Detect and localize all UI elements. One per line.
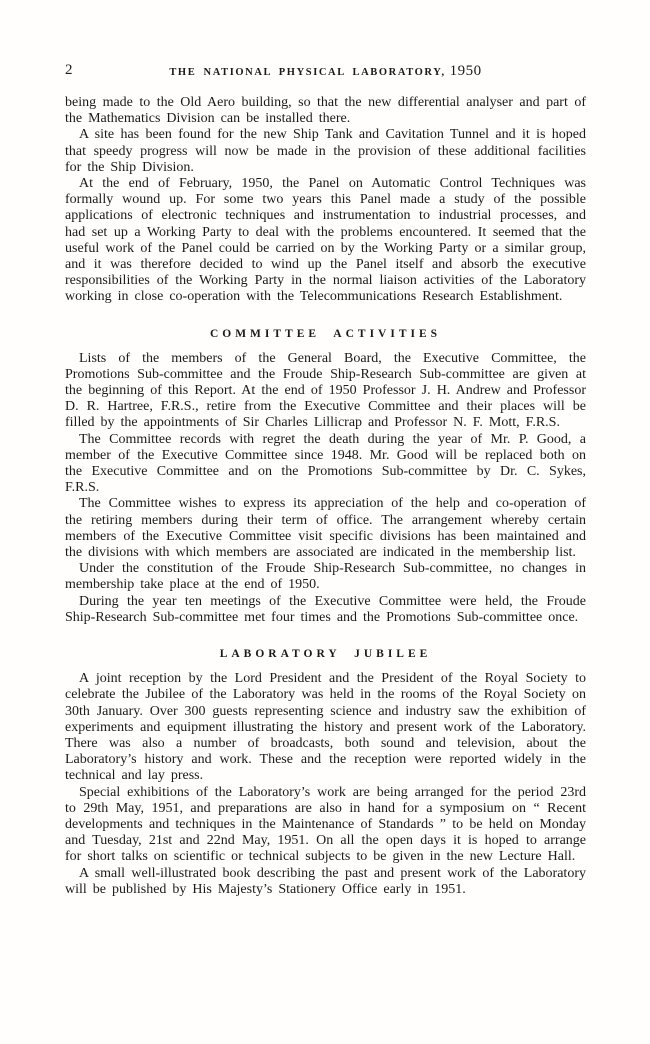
paragraph: Under the constitution of the Froude Ship-Research Sub-committee, no changes in membership take place at the end of 1950.	[65, 561, 586, 593]
paragraph: A joint reception by the Lord President and the President of the Royal Society to celebrate the Jubilee of the Laboratory was held in the rooms of the Royal Society on 30th January. Over 300 guests representing science and industry saw the exhibition of experiments and equipment illustrating the history and present work of the Laboratory. There was also a number of broadcasts, both sound and television, about the Laboratory’s history and work. These and the reception were reported widely in the technical and lay press.	[65, 671, 586, 784]
paragraph: Lists of the members of the General Board, the Executive Committee, the Promotions Sub-committee and the Froude Ship-Research Sub-committee are given at the beginning of this Report. At the end of 1950 Professor J. H. Andrew and Professor D. R. Hartree, F.R.S., retire from the Executive Committee and their places will be filled by the appointments of Sir Charles Lillicrap and Professor N. F. Mott, F.R.S.	[65, 350, 586, 431]
paragraph: being made to the Old Aero building, so that the new differential analyser and part of the Mathematics Division can be installed there.	[65, 95, 586, 127]
running-title-text: THE NATIONAL PHYSICAL LABORATORY,	[169, 67, 446, 78]
paragraph: Special exhibitions of the Laboratory’s work are being arranged for the period 23rd to 29th May, 1951, and preparations are also in hand for a symposium on “ Recent developments and techniques in the Maintenance of Standards ” to be held on Monday and Tuesday, 21st and 22nd May, 1951. On all the open days it is hoped to arrange for short talks on scientific or technical subjects to be given in the new Lecture Hall.	[65, 784, 586, 865]
paragraph: At the end of February, 1950, the Panel on Automatic Control Techniques was formally wound up. For some two years this Panel made a study of the possible applications of electronic techniques and instrumentation to industrial processes, and had set up a Working Party to deal with the problems encountered. It seemed that the useful work of the Panel could be carried on by the Working Party or a similar group, and it was therefore decided to wind up the Panel itself and absorb the executive responsibilities of the Working Party in the normal liaison activities of the Laboratory working in close co-operation with the Telecommunications Research Establishment.	[65, 176, 586, 305]
page-header	[65, 62, 586, 79]
section-heading-committee-activities: COMMITTEE ACTIVITIES	[209, 327, 442, 340]
section-heading-laboratory-jubilee: LABORATORY JUBILEE	[219, 648, 432, 661]
page-content	[65, 62, 586, 898]
paragraph: The Committee records with regret the death during the year of Mr. P. Good, a member of the Executive Committee since 1948. Mr. Good will be replaced both on the Executive Committee and on the Promotions Sub-committee by Dr. C. Sykes, F.R.S.	[65, 431, 586, 496]
page-number: 2	[65, 62, 73, 78]
text-block	[65, 95, 586, 898]
paragraph: A small well-illustrated book describing the past and present work of the Laboratory will be published by His Majesty’s Stationery Office early in 1951.	[65, 865, 586, 897]
running-title	[65, 62, 586, 81]
running-title-year: 1950	[449, 63, 482, 79]
paragraph: During the year ten meetings of the Executive Committee were held, the Froude Ship-Research Sub-committee met four times and the Promotions Sub-committee once.	[65, 593, 586, 625]
paragraph: A site has been found for the new Ship Tank and Cavitation Tunnel and it is hoped that speedy progress will now be made in the provision of these additional facilities for the Ship Division.	[65, 127, 586, 175]
paragraph: The Committee wishes to express its appreciation of the help and co-operation of the retiring members during their term of office. The arrangement whereby certain members of the Executive Committee visit specific divisions has been maintained and the divisions with which members are associated are indicated in the membership list.	[65, 496, 586, 561]
